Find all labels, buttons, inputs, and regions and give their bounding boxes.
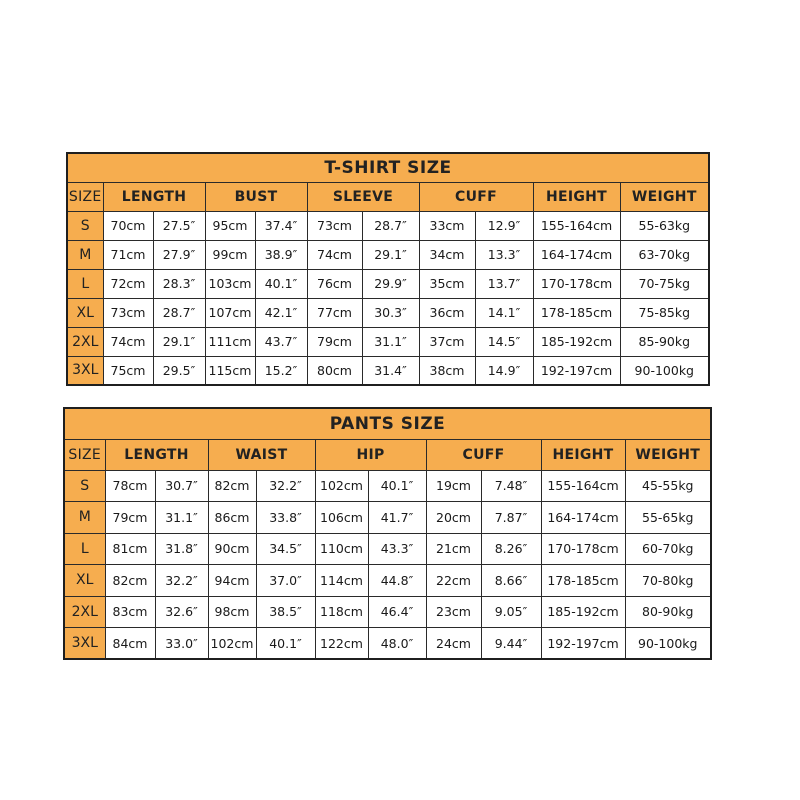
table-cell: 40.1″ <box>255 269 307 298</box>
table-row <box>67 327 709 356</box>
table-row <box>64 565 711 597</box>
table-cell: 74cm <box>103 327 153 356</box>
size-label: M <box>67 240 103 269</box>
pants-table-body <box>64 470 711 659</box>
table-cell: 82cm <box>105 565 155 597</box>
table-cell: 30.3″ <box>362 298 419 327</box>
table-cell: 37.0″ <box>256 565 315 597</box>
table-cell: 107cm <box>205 298 255 327</box>
table-cell: 164-174cm <box>533 240 620 269</box>
table-cell: 24cm <box>426 628 481 660</box>
table-cell: 71cm <box>103 240 153 269</box>
table-cell: 95cm <box>205 211 255 240</box>
table-cell: 170-178cm <box>533 269 620 298</box>
pants-header-weight: WEIGHT <box>625 439 711 470</box>
table-cell: 63-70kg <box>620 240 709 269</box>
table-row <box>67 298 709 327</box>
table-cell: 90-100kg <box>620 356 709 385</box>
table-cell: 80-90kg <box>625 596 711 628</box>
table-cell: 178-185cm <box>541 565 625 597</box>
table-cell: 40.1″ <box>368 470 426 502</box>
pants-header-waist: WAIST <box>208 439 315 470</box>
table-cell: 29.1″ <box>362 240 419 269</box>
size-label: 3XL <box>67 356 103 385</box>
table-cell: 185-192cm <box>541 596 625 628</box>
table-cell: 27.9″ <box>153 240 205 269</box>
table-cell: 102cm <box>315 470 368 502</box>
pants-header-height: HEIGHT <box>541 439 625 470</box>
tshirt-header-size: SIZE <box>67 182 103 211</box>
table-cell: 8.26″ <box>481 533 541 565</box>
table-cell: 178-185cm <box>533 298 620 327</box>
table-cell: 82cm <box>208 470 256 502</box>
table-cell: 41.7″ <box>368 502 426 534</box>
table-cell: 46.4″ <box>368 596 426 628</box>
table-cell: 79cm <box>307 327 362 356</box>
table-cell: 38cm <box>419 356 475 385</box>
table-cell: 14.9″ <box>475 356 533 385</box>
table-cell: 72cm <box>103 269 153 298</box>
table-cell: 77cm <box>307 298 362 327</box>
table-cell: 38.5″ <box>256 596 315 628</box>
table-row <box>64 596 711 628</box>
pants-size-table <box>63 407 712 660</box>
table-cell: 14.5″ <box>475 327 533 356</box>
table-cell: 38.9″ <box>255 240 307 269</box>
table-cell: 13.7″ <box>475 269 533 298</box>
table-cell: 31.4″ <box>362 356 419 385</box>
size-label: M <box>64 502 105 534</box>
table-cell: 90-100kg <box>625 628 711 660</box>
table-cell: 28.3″ <box>153 269 205 298</box>
table-cell: 37cm <box>419 327 475 356</box>
table-cell: 31.8″ <box>155 533 208 565</box>
table-cell: 79cm <box>105 502 155 534</box>
table-cell: 73cm <box>307 211 362 240</box>
table-cell: 78cm <box>105 470 155 502</box>
table-cell: 28.7″ <box>153 298 205 327</box>
table-cell: 75cm <box>103 356 153 385</box>
table-cell: 86cm <box>208 502 256 534</box>
table-cell: 76cm <box>307 269 362 298</box>
table-cell: 34cm <box>419 240 475 269</box>
table-cell: 34.5″ <box>256 533 315 565</box>
table-cell: 118cm <box>315 596 368 628</box>
table-cell: 30.7″ <box>155 470 208 502</box>
size-label: 2XL <box>67 327 103 356</box>
table-cell: 29.5″ <box>153 356 205 385</box>
table-cell: 27.5″ <box>153 211 205 240</box>
pants-header-cuff: CUFF <box>426 439 541 470</box>
table-cell: 111cm <box>205 327 255 356</box>
table-cell: 98cm <box>208 596 256 628</box>
size-label: S <box>64 470 105 502</box>
table-cell: 43.3″ <box>368 533 426 565</box>
tshirt-table-title: T-SHIRT SIZE <box>67 153 709 182</box>
table-row <box>67 356 709 385</box>
table-cell: 114cm <box>315 565 368 597</box>
table-cell: 90cm <box>208 533 256 565</box>
table-cell: 15.2″ <box>255 356 307 385</box>
table-cell: 20cm <box>426 502 481 534</box>
table-cell: 32.2″ <box>155 565 208 597</box>
table-cell: 83cm <box>105 596 155 628</box>
tshirt-table-body <box>67 211 709 385</box>
table-cell: 74cm <box>307 240 362 269</box>
size-label: XL <box>64 565 105 597</box>
table-cell: 155-164cm <box>533 211 620 240</box>
table-cell: 192-197cm <box>533 356 620 385</box>
table-cell: 55-63kg <box>620 211 709 240</box>
table-cell: 70-80kg <box>625 565 711 597</box>
table-cell: 8.66″ <box>481 565 541 597</box>
table-cell: 21cm <box>426 533 481 565</box>
table-cell: 31.1″ <box>155 502 208 534</box>
table-cell: 85-90kg <box>620 327 709 356</box>
size-label: 3XL <box>64 628 105 660</box>
table-cell: 7.48″ <box>481 470 541 502</box>
table-cell: 9.44″ <box>481 628 541 660</box>
table-cell: 99cm <box>205 240 255 269</box>
table-cell: 185-192cm <box>533 327 620 356</box>
table-cell: 55-65kg <box>625 502 711 534</box>
table-cell: 28.7″ <box>362 211 419 240</box>
tshirt-header-bust: BUST <box>205 182 307 211</box>
table-row <box>67 211 709 240</box>
table-cell: 102cm <box>208 628 256 660</box>
table-cell: 9.05″ <box>481 596 541 628</box>
table-cell: 192-197cm <box>541 628 625 660</box>
table-cell: 29.9″ <box>362 269 419 298</box>
pants-table-title: PANTS SIZE <box>64 408 711 439</box>
table-cell: 164-174cm <box>541 502 625 534</box>
pants-header-length: LENGTH <box>105 439 208 470</box>
tshirt-header-weight: WEIGHT <box>620 182 709 211</box>
table-cell: 122cm <box>315 628 368 660</box>
table-cell: 155-164cm <box>541 470 625 502</box>
table-cell: 13.3″ <box>475 240 533 269</box>
table-cell: 60-70kg <box>625 533 711 565</box>
table-row <box>64 628 711 660</box>
size-label: L <box>67 269 103 298</box>
table-cell: 23cm <box>426 596 481 628</box>
table-cell: 75-85kg <box>620 298 709 327</box>
table-cell: 43.7″ <box>255 327 307 356</box>
table-row <box>67 240 709 269</box>
pants-header-hip: HIP <box>315 439 426 470</box>
tshirt-header-height: HEIGHT <box>533 182 620 211</box>
table-cell: 19cm <box>426 470 481 502</box>
table-cell: 45-55kg <box>625 470 711 502</box>
table-cell: 70cm <box>103 211 153 240</box>
table-row <box>67 269 709 298</box>
pants-header-size: SIZE <box>64 439 105 470</box>
table-cell: 33.0″ <box>155 628 208 660</box>
table-cell: 14.1″ <box>475 298 533 327</box>
table-cell: 7.87″ <box>481 502 541 534</box>
table-row <box>64 470 711 502</box>
table-cell: 44.8″ <box>368 565 426 597</box>
table-cell: 32.2″ <box>256 470 315 502</box>
table-cell: 33cm <box>419 211 475 240</box>
table-cell: 33.8″ <box>256 502 315 534</box>
table-cell: 103cm <box>205 269 255 298</box>
table-cell: 40.1″ <box>256 628 315 660</box>
table-cell: 115cm <box>205 356 255 385</box>
table-cell: 48.0″ <box>368 628 426 660</box>
table-cell: 73cm <box>103 298 153 327</box>
table-row <box>64 533 711 565</box>
table-cell: 80cm <box>307 356 362 385</box>
table-cell: 106cm <box>315 502 368 534</box>
tshirt-header-sleeve: SLEEVE <box>307 182 419 211</box>
table-cell: 110cm <box>315 533 368 565</box>
size-label: 2XL <box>64 596 105 628</box>
table-row <box>64 502 711 534</box>
table-cell: 42.1″ <box>255 298 307 327</box>
table-cell: 35cm <box>419 269 475 298</box>
table-cell: 84cm <box>105 628 155 660</box>
table-cell: 32.6″ <box>155 596 208 628</box>
tshirt-header-cuff: CUFF <box>419 182 533 211</box>
size-label: XL <box>67 298 103 327</box>
table-cell: 94cm <box>208 565 256 597</box>
table-cell: 22cm <box>426 565 481 597</box>
tshirt-size-table <box>66 152 710 386</box>
size-label: S <box>67 211 103 240</box>
table-cell: 81cm <box>105 533 155 565</box>
tshirt-header-length: LENGTH <box>103 182 205 211</box>
table-cell: 70-75kg <box>620 269 709 298</box>
table-cell: 29.1″ <box>153 327 205 356</box>
table-cell: 37.4″ <box>255 211 307 240</box>
table-cell: 170-178cm <box>541 533 625 565</box>
table-cell: 36cm <box>419 298 475 327</box>
table-cell: 12.9″ <box>475 211 533 240</box>
table-cell: 31.1″ <box>362 327 419 356</box>
size-label: L <box>64 533 105 565</box>
